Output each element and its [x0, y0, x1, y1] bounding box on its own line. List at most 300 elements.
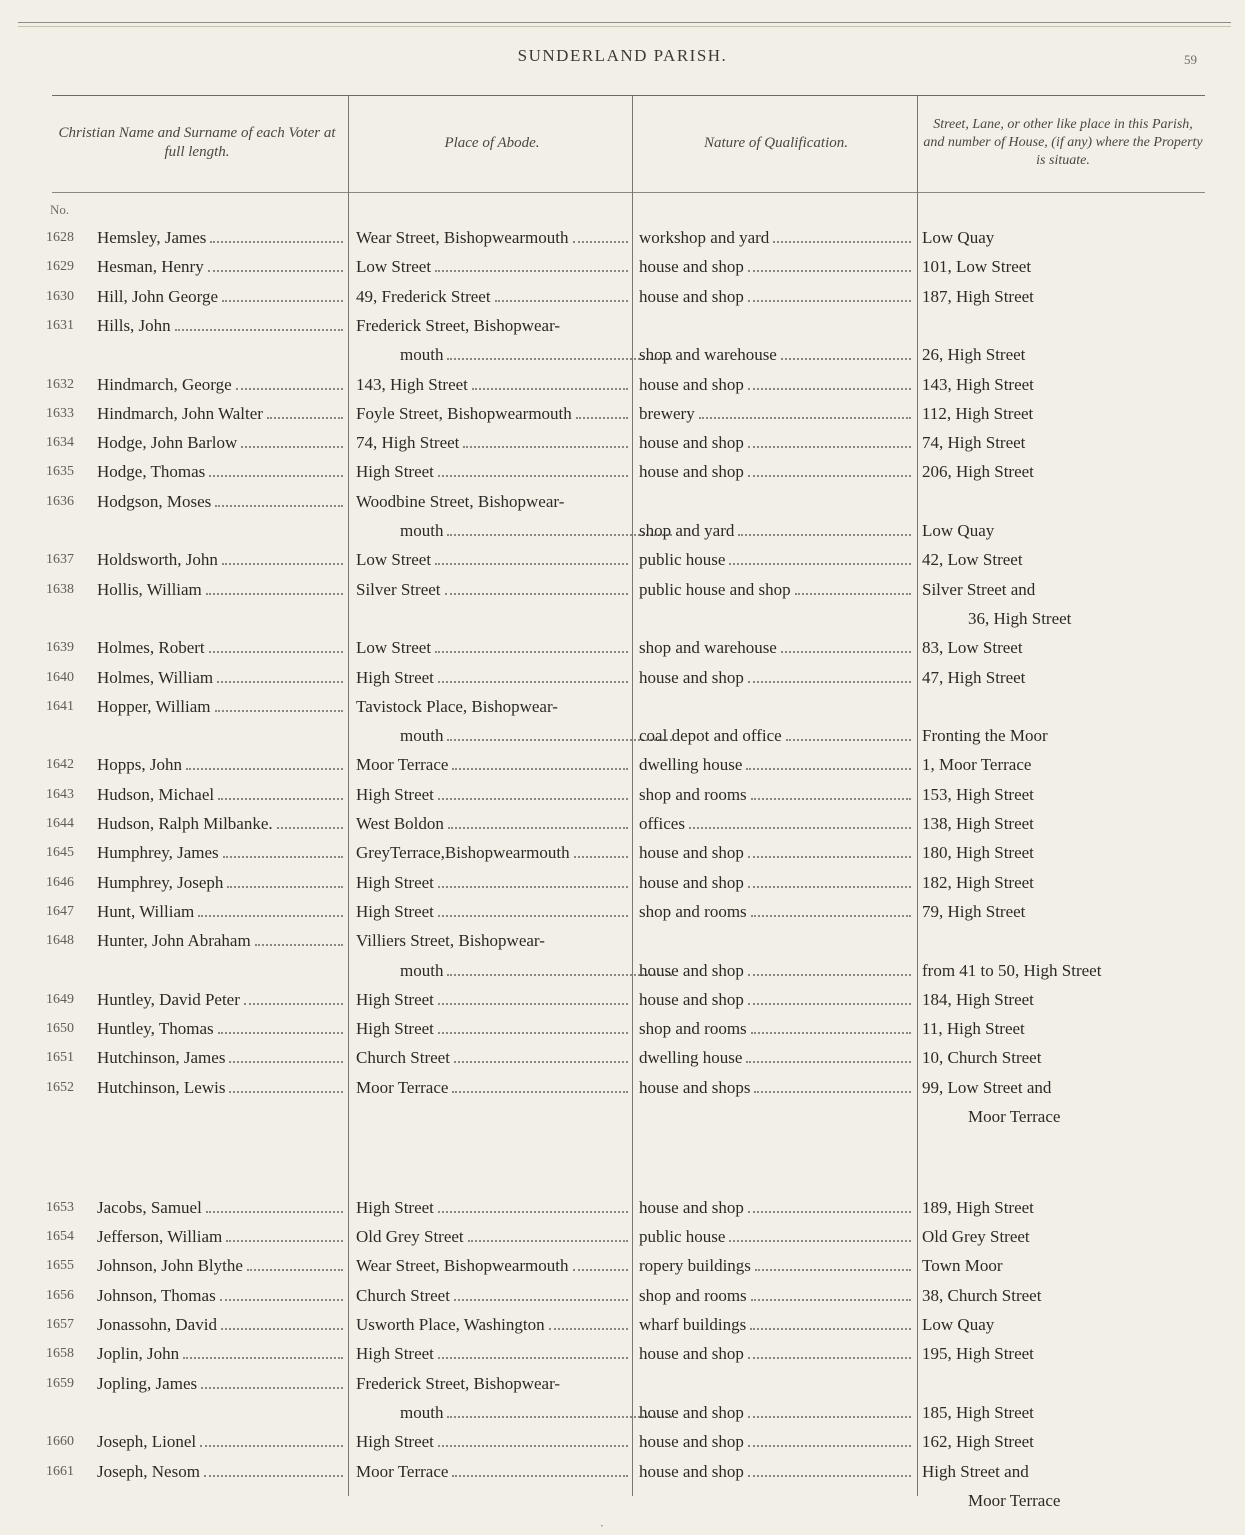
abode-continued-text: mouth	[400, 345, 444, 365]
table-row	[0, 663, 1245, 692]
leader-dots	[438, 868, 628, 888]
voter-name-text: Hudson, Ralph Milbanke.	[97, 814, 273, 833]
voter-name	[97, 1457, 347, 1486]
leader-dots	[215, 692, 343, 712]
qualification	[639, 1222, 915, 1251]
leader-dots	[220, 1281, 343, 1301]
voter-name-text: Hudson, Michael	[97, 784, 215, 804]
abode-text: Moor Terrace	[356, 1461, 449, 1481]
street: 195, High Street	[922, 1344, 1034, 1364]
leader-dots	[223, 838, 343, 858]
leader-dots	[435, 633, 628, 653]
voter-name-text: Hill, John George	[97, 286, 219, 306]
voter-name	[97, 985, 347, 1014]
abode-continued	[356, 1398, 676, 1427]
qualification	[639, 897, 915, 926]
abode-text: High Street	[356, 1197, 434, 1217]
qualification	[639, 1193, 915, 1222]
street: 1, Moor Terrace	[922, 755, 1032, 775]
qualification	[639, 516, 915, 545]
voter-name	[97, 868, 347, 897]
qualification	[639, 1398, 915, 1427]
voter-name-text: Holmes, Robert	[97, 638, 205, 658]
qualification-text: ropery buildings	[639, 1256, 751, 1276]
voter-number: 1634	[46, 435, 74, 451]
abode-text: Moor Terrace	[356, 755, 449, 775]
table-row	[0, 428, 1245, 457]
voter-name-text: Jopling, James	[97, 1373, 198, 1393]
leader-dots	[748, 838, 911, 858]
qualification	[639, 750, 915, 779]
voter-name	[97, 487, 347, 516]
voter-name-text: Johnson, John Blythe	[97, 1256, 243, 1276]
qualification	[639, 223, 915, 252]
voter-name-text: Hills, John	[97, 315, 171, 335]
street: Low Quay	[922, 521, 995, 540]
table-row	[0, 370, 1245, 399]
qualification	[639, 399, 915, 428]
qualification	[639, 1251, 915, 1280]
abode-text: High Street	[356, 1344, 434, 1364]
voter-number: 1645	[46, 845, 74, 861]
leader-dots	[452, 1457, 628, 1477]
table-row	[0, 1339, 1245, 1368]
street: 26, High Street	[922, 345, 1026, 365]
leader-dots	[227, 868, 343, 888]
voter-number: 1638	[46, 581, 74, 597]
abode	[356, 633, 632, 662]
qualification-text: house and shop	[639, 667, 744, 687]
leader-dots	[748, 282, 911, 302]
abode	[356, 868, 632, 897]
table-row	[0, 1014, 1245, 1043]
column-header-street: Street, Lane, or other like place in this Parish, and number of House, (if any) where the Property is situate.	[923, 117, 1203, 168]
qualification	[639, 1014, 915, 1043]
leader-dots	[438, 457, 628, 477]
table-row	[0, 1310, 1245, 1339]
table-row	[0, 809, 1245, 838]
table-row	[0, 457, 1245, 486]
leader-dots	[175, 311, 343, 331]
qualification	[639, 663, 915, 692]
leader-dots	[576, 399, 628, 419]
voter-name	[97, 809, 347, 838]
leader-dots	[754, 1073, 911, 1093]
leader-dots	[573, 1251, 629, 1271]
street: Town Moor	[922, 1256, 1003, 1276]
leader-dots	[267, 399, 343, 419]
abode-text: High Street	[356, 901, 434, 921]
voter-name	[97, 1427, 347, 1456]
table-row	[0, 575, 1245, 604]
table-row	[0, 868, 1245, 897]
table-row	[0, 750, 1245, 779]
leader-dots	[750, 1310, 911, 1330]
table-row	[0, 633, 1245, 662]
qualification	[639, 633, 915, 662]
abode	[356, 1251, 632, 1280]
voter-name	[97, 1193, 347, 1222]
qualification	[639, 428, 915, 457]
voter-name	[97, 780, 347, 809]
abode-continued	[356, 721, 676, 750]
street: Low Quay	[922, 228, 995, 247]
abode	[356, 1339, 632, 1368]
leader-dots	[215, 487, 343, 507]
leader-dots	[452, 750, 628, 770]
leader-dots	[751, 1281, 911, 1301]
voter-name	[97, 252, 347, 281]
voter-name-text: Hutchinson, James	[97, 1048, 226, 1068]
table-row	[0, 780, 1245, 809]
voter-number: 1650	[46, 1021, 74, 1037]
voter-number: 1660	[46, 1434, 74, 1450]
voter-name	[97, 838, 347, 867]
qualification	[639, 721, 915, 750]
street-continued: Moor Terrace	[968, 1107, 1061, 1126]
street: 112, High Street	[922, 403, 1034, 423]
voter-name-text: Hodgson, Moses	[97, 491, 212, 511]
table-row	[0, 1043, 1245, 1072]
abode	[356, 545, 632, 574]
street: 143, High Street	[922, 374, 1034, 394]
voter-number: 1652	[46, 1079, 74, 1095]
abode	[356, 985, 632, 1014]
voter-name-text: Joplin, John	[97, 1344, 180, 1364]
column-header-qualification: Nature of Qualification.	[703, 134, 849, 151]
abode-text: High Street	[356, 1432, 434, 1452]
leader-dots	[468, 1222, 628, 1242]
abode	[356, 1222, 632, 1251]
leader-dots	[748, 252, 911, 272]
voter-number: 1628	[46, 230, 74, 245]
page-title: SUNDERLAND PARISH.	[517, 46, 728, 65]
qualification-text: shop and warehouse	[639, 345, 777, 365]
leader-dots	[751, 1014, 911, 1034]
table-row-continuation	[0, 1486, 1245, 1515]
abode-text: Foyle Street, Bishopwearmouth	[356, 403, 572, 423]
abode-text: 143, High Street	[356, 374, 468, 394]
table-row	[0, 311, 1245, 340]
voter-number: 1642	[46, 757, 74, 773]
qualification-text: public house	[639, 550, 726, 570]
leader-dots	[208, 252, 343, 272]
voter-number: 1631	[46, 317, 74, 333]
street-continued: Moor Terrace	[968, 1490, 1061, 1510]
abode	[356, 1014, 632, 1043]
table-row-continuation	[0, 604, 1245, 633]
street: 180, High Street	[922, 843, 1034, 863]
voter-number: 1658	[46, 1346, 74, 1362]
voter-number: 1646	[46, 874, 74, 890]
voter-name	[97, 282, 347, 311]
leader-dots	[746, 1043, 911, 1063]
voter-number: 1655	[46, 1258, 74, 1274]
table-row	[0, 252, 1245, 281]
voter-name	[97, 1043, 347, 1072]
voter-number: 1659	[46, 1375, 74, 1391]
leader-dots	[221, 1310, 343, 1330]
voter-name	[97, 926, 347, 955]
table-row	[0, 1457, 1245, 1486]
voter-name-text: Jacobs, Samuel	[97, 1197, 202, 1217]
table-row	[0, 1369, 1245, 1398]
voter-number: 1656	[46, 1287, 74, 1303]
voter-name-text: Hesman, Henry	[97, 257, 204, 277]
leader-dots	[751, 780, 911, 800]
street: Old Grey Street	[922, 1227, 1030, 1247]
leader-dots	[229, 1073, 343, 1093]
qualification-text: house and shop	[639, 374, 744, 394]
abode	[356, 1427, 632, 1456]
leader-dots	[204, 1457, 343, 1477]
qualification-text: house and shop	[639, 257, 744, 277]
voter-name	[97, 1222, 347, 1251]
table-row	[0, 545, 1245, 574]
leader-dots	[748, 868, 911, 888]
qualification	[639, 282, 915, 311]
leader-dots	[435, 545, 628, 565]
table-row	[0, 399, 1245, 428]
table-row	[0, 487, 1245, 516]
leader-dots	[751, 897, 911, 917]
abode	[356, 838, 632, 867]
leader-dots	[217, 663, 343, 683]
qualification-text: house and shops	[639, 1077, 751, 1097]
abode-text: High Street	[356, 1019, 434, 1039]
voter-name	[97, 1339, 347, 1368]
leader-dots	[209, 633, 343, 653]
table-row	[0, 1427, 1245, 1456]
abode	[356, 1193, 632, 1222]
leader-dots	[206, 1193, 343, 1213]
voter-number: 1647	[46, 903, 74, 919]
leader-dots	[573, 223, 629, 243]
abode	[356, 223, 632, 252]
abode	[356, 575, 632, 604]
voter-name	[97, 545, 347, 574]
leader-dots	[454, 1281, 628, 1301]
leader-dots	[748, 1457, 911, 1477]
voter-name	[97, 1310, 347, 1339]
voter-name-text: Holdsworth, John	[97, 550, 218, 570]
qualification	[639, 838, 915, 867]
qualification-text: shop and rooms	[639, 784, 747, 804]
abode	[356, 428, 632, 457]
street: 185, High Street	[922, 1402, 1034, 1422]
street: 206, High Street	[922, 462, 1034, 482]
street: 11, High Street	[922, 1019, 1025, 1039]
voter-number: 1649	[46, 991, 74, 1007]
leader-dots	[748, 956, 911, 976]
leader-dots	[218, 780, 343, 800]
leader-dots	[574, 838, 628, 858]
leader-dots	[236, 370, 343, 390]
qualification-text: house and shop	[639, 960, 744, 980]
table-row-continuation	[0, 516, 1245, 545]
qualification	[639, 252, 915, 281]
number-column-label: No.	[50, 202, 70, 217]
voter-number: 1648	[46, 933, 74, 949]
voter-name-text: Hopps, John	[97, 755, 183, 775]
leader-dots	[729, 545, 911, 565]
leader-dots	[241, 428, 343, 448]
table-row-continuation	[0, 340, 1245, 369]
voter-name-text: Humphrey, James	[97, 843, 219, 863]
leader-dots	[255, 926, 343, 946]
qualification-text: brewery	[639, 403, 695, 423]
leader-dots	[438, 780, 628, 800]
leader-dots	[438, 1193, 628, 1213]
abode: Frederick Street, Bishopwear-	[356, 315, 561, 335]
qualification	[639, 1073, 915, 1102]
voter-name-text: Hindmarch, John Walter	[97, 403, 263, 423]
leader-dots	[495, 282, 628, 302]
column-header-abode: Place of Abode.	[444, 134, 540, 151]
table-row-continuation	[0, 721, 1245, 750]
street: 99, Low Street and	[922, 1077, 1052, 1097]
leader-dots	[748, 457, 911, 477]
column-header-name: Christian Name and Surname of each Voter at full length.	[58, 125, 336, 160]
qualification	[639, 1427, 915, 1456]
abode	[356, 780, 632, 809]
footer-mark: ·	[600, 1519, 604, 1533]
abode-text: 74, High Street	[356, 433, 460, 453]
qualification	[639, 985, 915, 1014]
voter-name-text: Jonassohn, David	[97, 1315, 217, 1335]
qualification-text: coal depot and office	[639, 726, 782, 746]
abode-text: Wear Street, Bishopwearmouth	[356, 1256, 569, 1276]
abode-text: Old Grey Street	[356, 1227, 464, 1247]
qualification	[639, 1339, 915, 1368]
voter-number: 1629	[46, 259, 74, 275]
leader-dots	[277, 809, 343, 829]
qualification-text: house and shop	[639, 1461, 744, 1481]
abode-text: Low Street	[356, 257, 432, 277]
qualification-text: house and shop	[639, 1197, 744, 1217]
abode: Woodbine Street, Bishopwear-	[356, 491, 565, 511]
qualification	[639, 1457, 915, 1486]
qualification	[639, 545, 915, 574]
leader-dots	[748, 663, 911, 683]
voter-name-text: Hemsley, James	[97, 228, 207, 247]
voter-name	[97, 457, 347, 486]
leader-dots	[549, 1310, 628, 1330]
voter-name	[97, 1281, 347, 1310]
voter-name	[97, 223, 347, 252]
abode-continued-text: mouth	[400, 726, 444, 746]
qualification-text: public house and shop	[639, 579, 791, 599]
street: 47, High Street	[922, 667, 1026, 687]
voter-name-text: Hodge, Thomas	[97, 462, 206, 482]
leader-dots	[748, 1339, 911, 1359]
table-row-continuation	[0, 1398, 1245, 1427]
voter-name	[97, 663, 347, 692]
abode-text: Wear Street, Bishopwearmouth	[356, 228, 569, 247]
table-row	[0, 1251, 1245, 1280]
table-row	[0, 1073, 1245, 1102]
leader-dots	[445, 575, 628, 595]
qualification-text: wharf buildings	[639, 1315, 747, 1335]
voter-number: 1641	[46, 698, 74, 714]
leader-dots	[738, 516, 911, 536]
table-row	[0, 1222, 1245, 1251]
qualification	[639, 370, 915, 399]
street: Fronting the Moor	[922, 726, 1048, 746]
abode	[356, 399, 632, 428]
street: 189, High Street	[922, 1197, 1034, 1217]
leader-dots	[795, 575, 911, 595]
table-row	[0, 985, 1245, 1014]
voter-name-text: Joseph, Nesom	[97, 1461, 200, 1481]
voter-number: 1640	[46, 669, 74, 685]
leader-dots	[748, 1193, 911, 1213]
voter-name-text: Johnson, Thomas	[97, 1285, 216, 1305]
qualification	[639, 340, 915, 369]
abode-text: Low Street	[356, 550, 432, 570]
qualification	[639, 457, 915, 486]
leader-dots	[222, 282, 343, 302]
voter-name	[97, 692, 347, 721]
qualification-text: offices	[639, 814, 685, 833]
abode-continued-text: mouth	[400, 521, 444, 540]
abode	[356, 457, 632, 486]
leader-dots	[201, 1369, 343, 1389]
leader-dots	[186, 750, 343, 770]
leader-dots	[748, 370, 911, 390]
abode	[356, 252, 632, 281]
voter-number: 1644	[46, 816, 74, 831]
leader-dots	[755, 1251, 911, 1271]
street: Silver Street and	[922, 579, 1036, 599]
abode	[356, 1281, 632, 1310]
abode: Frederick Street, Bishopwear-	[356, 1373, 561, 1393]
leader-dots	[786, 721, 911, 741]
qualification-text: public house	[639, 1227, 726, 1247]
voter-name-text: Hopper, William	[97, 696, 211, 716]
voter-name-text: Joseph, Lionel	[97, 1432, 197, 1452]
leader-dots	[729, 1222, 911, 1242]
abode	[356, 663, 632, 692]
street: 153, High Street	[922, 784, 1034, 804]
qualification-text: house and shop	[639, 433, 744, 453]
voter-name-text: Huntley, David Peter	[97, 989, 240, 1009]
voter-number: 1630	[46, 288, 74, 304]
abode-text: Silver Street	[356, 579, 441, 599]
table-row	[0, 1193, 1245, 1222]
voter-number: 1633	[46, 405, 74, 421]
voter-number: 1636	[46, 493, 74, 509]
abode-text: 49, Frederick Street	[356, 286, 491, 306]
street: 10, Church Street	[922, 1048, 1042, 1068]
leader-dots	[748, 1427, 911, 1447]
qualification	[639, 1310, 915, 1339]
voter-name-text: Hollis, William	[97, 579, 202, 599]
qualification-text: shop and rooms	[639, 1019, 747, 1039]
voter-name-text: Hutchinson, Lewis	[97, 1077, 226, 1097]
abode: Villiers Street, Bishopwear-	[356, 931, 545, 951]
leader-dots	[699, 399, 911, 419]
abode-continued	[356, 340, 676, 369]
street: Low Quay	[922, 1315, 995, 1335]
qualification-text: shop and rooms	[639, 1285, 747, 1305]
leader-dots	[210, 223, 343, 243]
voter-name	[97, 897, 347, 926]
leader-dots	[748, 1398, 911, 1418]
street: 42, Low Street	[922, 550, 1023, 570]
qualification-text: house and shop	[639, 843, 744, 863]
voter-number: 1653	[46, 1199, 74, 1215]
